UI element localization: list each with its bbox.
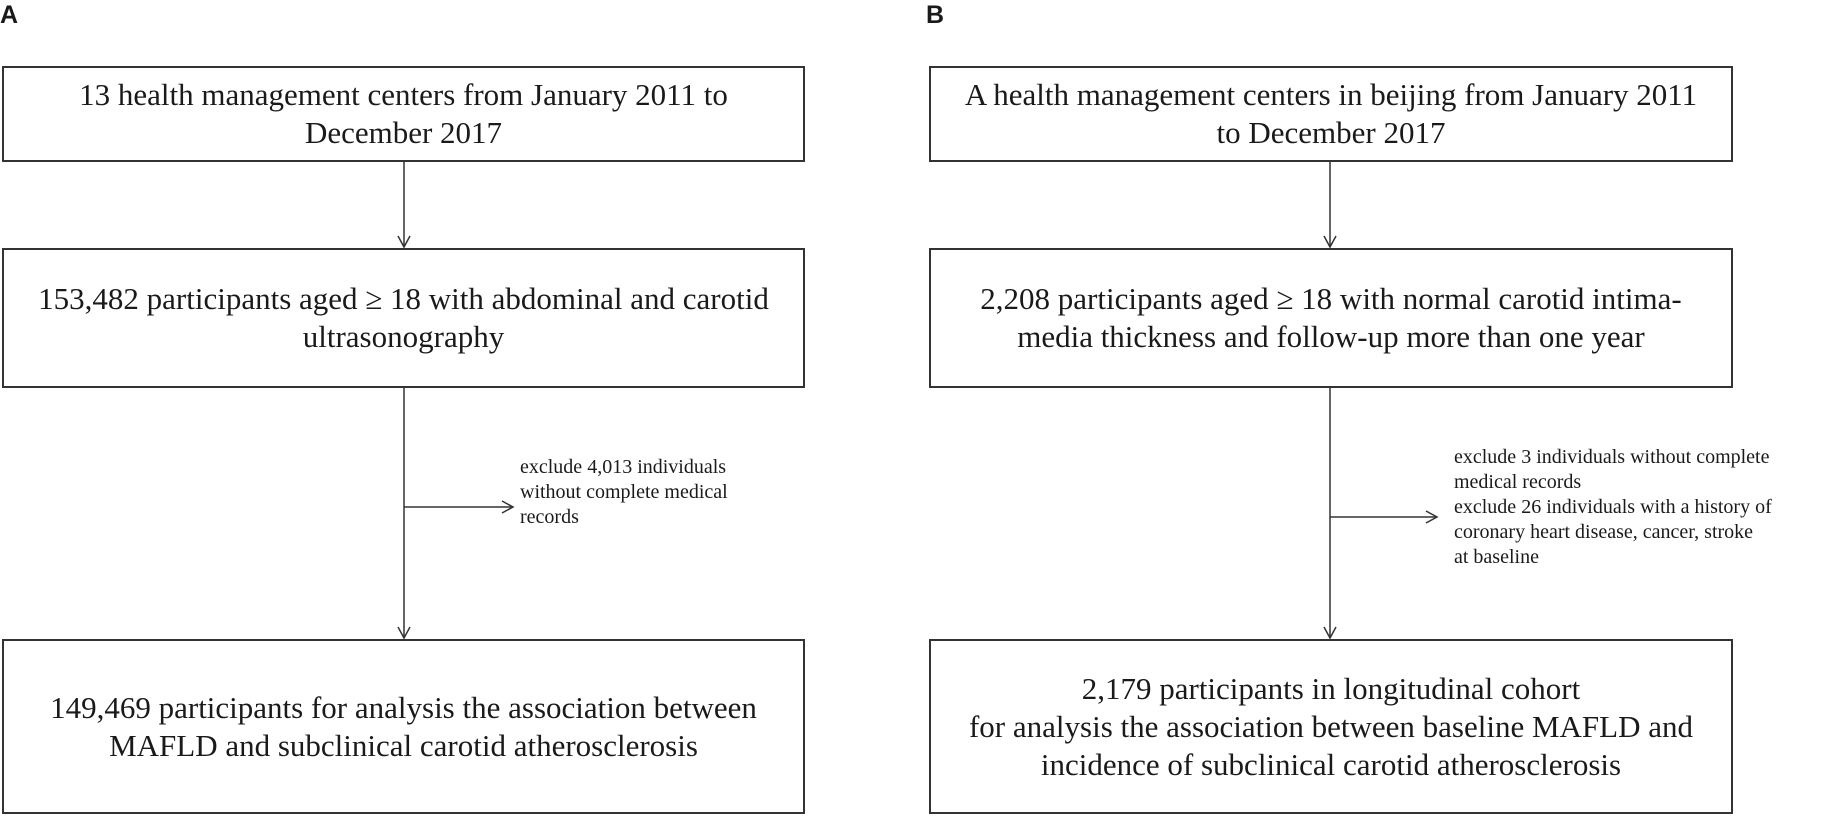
panel-a-source-box [2, 66, 805, 162]
panel-b-source-text: A health management centers in beijing from January 2011 to December 2017 [964, 77, 1698, 150]
panel-a-exclusion-note: exclude 4,013 individuals without complete medical records [520, 456, 728, 528]
panel-b-exclusion-note: exclude 3 individuals without complete medical records exclude 26 individuals with a history of coronary heart disease, cancer, stroke at baseline [1454, 446, 1772, 568]
panel-a-analysis-text: 149,469 participants for analysis the association between MAFLD and subclinical carotid atherosclerosis [50, 689, 757, 763]
panel-b-participants-box [929, 248, 1733, 388]
panel-a-label: A [0, 1, 19, 29]
panel-b-analysis-text: 2,179 participants in longitudinal cohort for analysis the association between baseline MAFLD and incidence of subclinical carotid atherosclerosis [968, 670, 1693, 782]
panel-a-analysis-box [2, 639, 805, 814]
panel-b-participants-text: 2,208 participants aged ≥ 18 with normal carotid intima- media thickness and follow-up more than one year [980, 281, 1682, 354]
panel-a-source-text: 13 health management centers from January 2011 to December 2017 [79, 77, 728, 150]
panel-b-label: B [926, 1, 945, 29]
panel-a-participants-box [2, 248, 805, 388]
panel-b-source-box [929, 66, 1733, 162]
panel-b-analysis-box [929, 639, 1733, 814]
panel-a-participants-text: 153,482 participants aged ≥ 18 with abdominal and carotid ultrasonography [38, 281, 769, 354]
